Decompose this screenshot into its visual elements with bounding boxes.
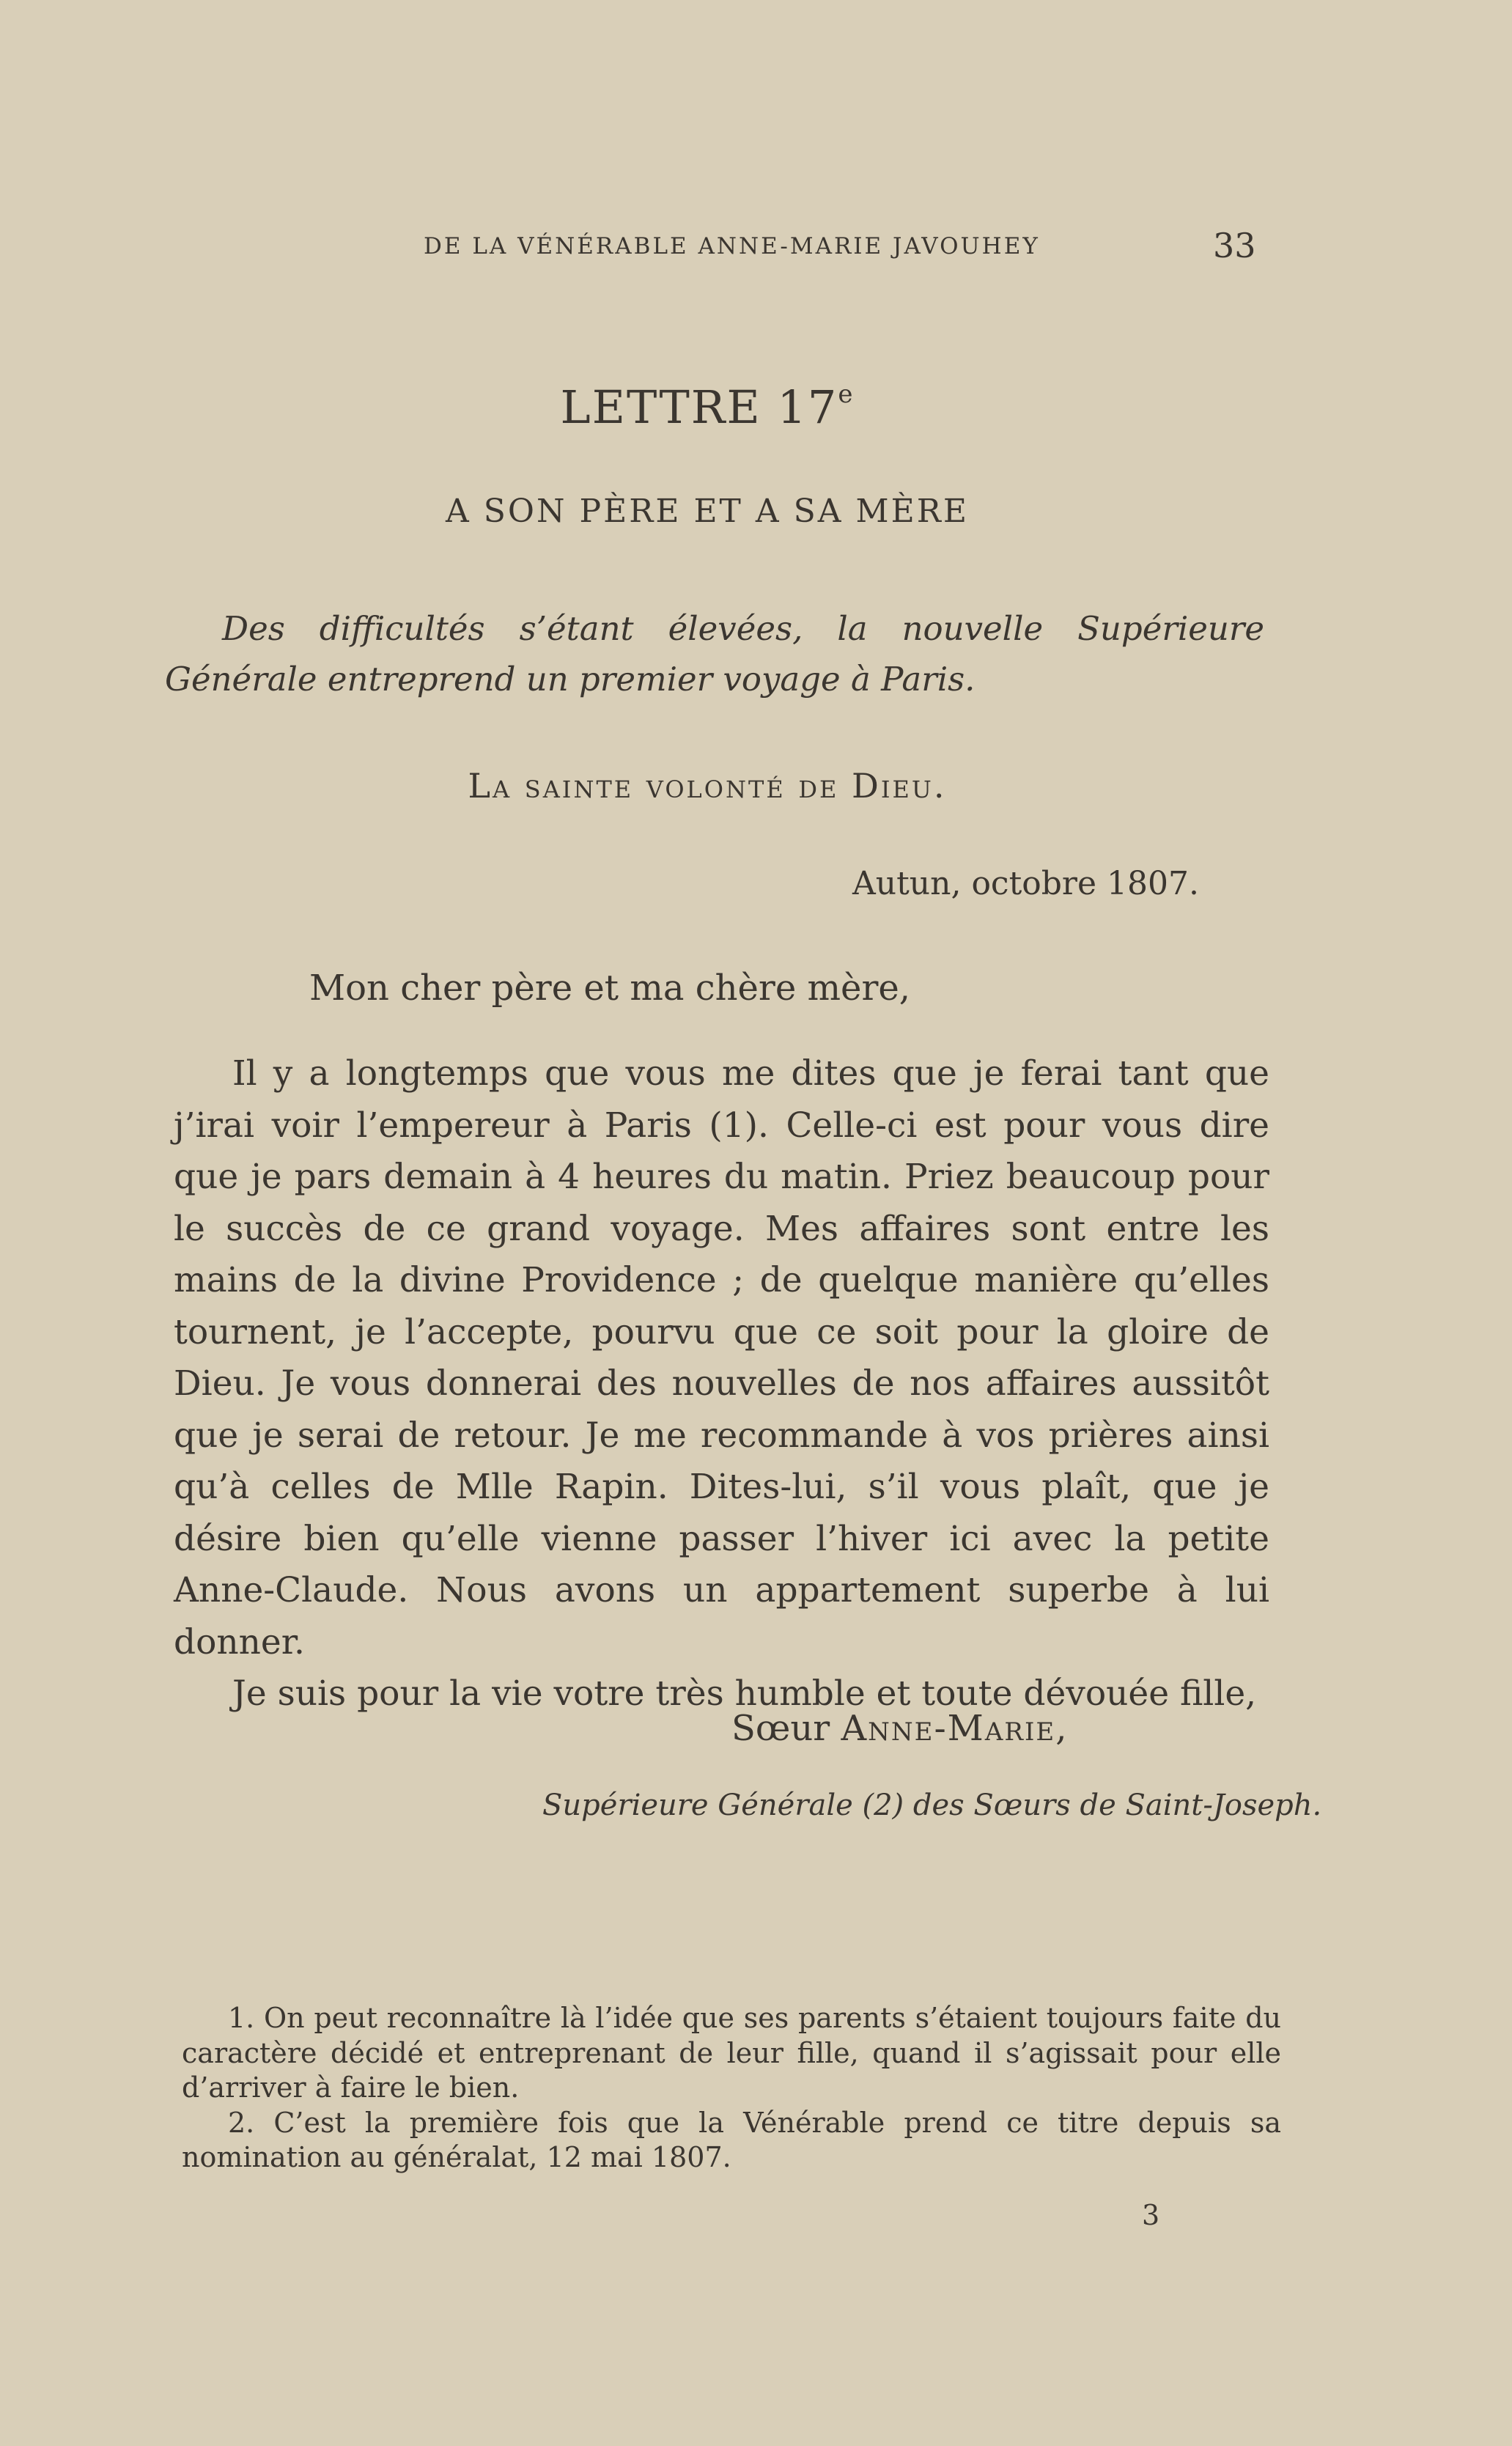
letter-title [0,380,1415,434]
place-date: Autun, octobre 1807. [852,865,1199,902]
body-paragraph: Il y a longtemps que vous me dites que je ferai tant que j’irai voir l’empereur à Paris (1). Celle-ci est pour vous dire que je pars demain à 4 heures du matin. Priez beaucoup pour le succès de ce grand voyage. Mes affaires sont entre les mains de la divine Providence ; de quelque manière qu’elles tournent, je l’accepte, pourvu que ce soit pour la gloire de Dieu. Je vous donnerai des nouvelles de nos affaires aussitôt que je serai de retour. Je me recommande à vos prières ainsi qu’à celles de Mlle Rapin. Dites-lui, s’il vous plaît, que je désire bien qu’elle vienne passer l’hiver ici avec la petite Anne-Claude. Nous avons un appartement superbe à lui donner. [174,1053,1269,1662]
running-head: DE LA VÉNÉRABLE ANNE-MARIE JAVOUHEY [424,233,1040,259]
footnote-1: 1. On peut reconnaître là l’idée que ses parents s’étaient toujours faite du caractère décidé et entreprenant de leur fille, quand il s’agissait pour elle d’arriver à faire le bien. [182,2002,1281,2104]
signature-name: Anne-Marie, [841,1708,1069,1749]
letter-summary: Des difficultés s’étant élevées, la nouvelle Supérieure Générale entreprend un premier voyage à Paris. [165,609,1264,699]
footnotes [182,2001,1281,2176]
signature-title: Supérieure Générale (2) des Sœurs de Saint-Joseph. [542,1789,1322,1822]
letter-title-suffix: e [838,380,855,409]
invocation: La sainte volonté de Dieu. [468,766,947,806]
letter-title-text: LETTRE 17 [560,380,838,434]
printer-signature-mark: 3 [1142,2199,1160,2231]
signature-prefix: Sœur [731,1708,830,1749]
letter-recipient: A SON PÈRE ET A SA MÈRE [446,493,969,530]
page-number: 33 [1213,226,1256,265]
footnote-2: 2. C’est la première fois que la Vénérable prend ce titre depuis sa nomination au généralat, 12 mai 1807. [182,2106,1281,2173]
closing-paragraph: Je suis pour la vie votre très humble et toute dévouée fille, [232,1673,1257,1714]
letter-body [174,1048,1269,1720]
signature [731,1708,1068,1749]
salutation: Mon cher père et ma chère mère, [309,968,911,1009]
